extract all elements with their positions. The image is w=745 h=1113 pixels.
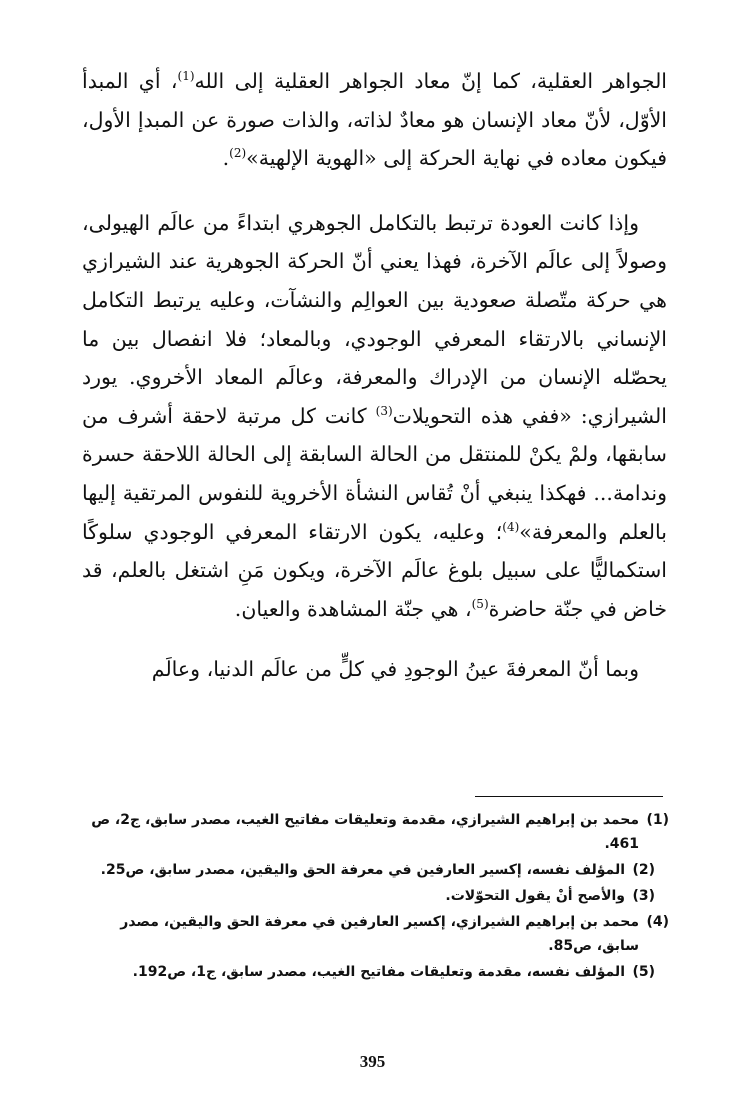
footnote-number: (3) [632,888,655,904]
footnote-ref-3[interactable]: (3) [375,403,393,418]
paragraph-2 [82,204,667,629]
footnote-text: المؤلف نفسه، إكسير العارفين في معرفة الحق واليقين، مصدر سابق، ص25. [100,862,625,878]
text-run: وإذا كانت العودة ترتبط بالتكامل الجوهري ابتداءً من عالَم الهيولى، وصولاً إلى عالَم الآخرة، فهذا يعني أنّ الحركة الجوهرية عند الشيرازي هي حركة متّصلة صعودية بين العوالِم والنشآت، وعليه يرتبط التكامل الإنساني بالارتقاء المعرفي الوجودي، وبالمعاد؛ فلا انفصال بين ما يحصّله الإنسان من الإدراك والمعرفة، وعالَم المعاد الأخروي. يورد الشيرازي: «ففي هذه التحويلات [82,210,667,428]
text-run: كانت كل مرتبة لاحقة أشرف من سابقها، ولمْ يكنْ للمنتقل من الحالة السابقة إلى الحالة اللاحقة حسرة وندامة... فهكذا ينبغي أنْ تُقاس النشأة الأخروية للنفوس المرتقية إليها بالعلم والمعرفة» [82,403,667,544]
text-run: ، هي جنّة المشاهدة والعيان. [234,596,472,621]
footnote-text: والأصح أنْ يقول التحوّلات. [445,888,625,904]
footnote-3 [82,884,669,908]
footnote-ref-1[interactable]: (1) [177,69,195,84]
footnote-number: (1) [646,812,669,828]
main-text [82,62,667,689]
text-run: ، أي المبدأ الأوّل، لأنّ معاد الإنسان هو معادٌ لذاته، والذات صورة عن المبدإ الأول، فيكون معاده في نهاية الحركة إلى «الهوية الإلهية» [82,69,667,171]
footnote-2 [82,858,669,882]
paragraph-spacer [82,628,667,650]
page-number: 395 [359,1052,386,1071]
footnote-1 [82,808,669,856]
footnote-5 [82,960,669,984]
footnotes [82,808,669,986]
paragraph-3 [82,650,667,689]
text-run: الجواهر العقلية، كما إنّ معاد الجواهر العقلية إلى الله [194,69,668,93]
footnote-number: (4) [646,914,669,930]
footnote-4 [82,910,669,958]
text-run: . [222,146,230,171]
paragraph-1 [82,62,667,178]
footnote-ref-5[interactable]: (5) [471,596,489,611]
footnote-separator [475,796,663,797]
text-run: وبما أنّ المعرفةَ عينُ الوجودِ في كلٍّ من عالَم الدنيا، وعالَم [151,657,639,682]
footnote-number: (2) [632,862,655,878]
paragraph-spacer [82,178,667,204]
footnote-text: محمد بن إبراهيم الشيرازي، إكسير العارفين في معرفة الحق واليقين، مصدر سابق، ص85. [120,914,639,954]
footnote-text: محمد بن إبراهيم الشيرازي، مقدمة وتعليقات مفاتيح الغيب، مصدر سابق، ج2، ص 461. [91,812,639,852]
footnote-ref-4[interactable]: (4) [502,519,520,534]
footnote-number: (5) [632,964,655,980]
footnote-ref-2[interactable]: (2) [229,146,247,161]
footnote-text: المؤلف نفسه، مقدمة وتعليقات مفاتيح الغيب، مصدر سابق، ج1، ص192. [132,964,625,980]
text-run: ؛ وعليه، يكون الارتقاء المعرفي الوجودي سلوكًا استكماليًّا على سبيل بلوغ عالَم الآخرة، ويكون مَنِ اشتغل بالعلم، قد خاض في جنّة حاضرة [82,519,667,621]
